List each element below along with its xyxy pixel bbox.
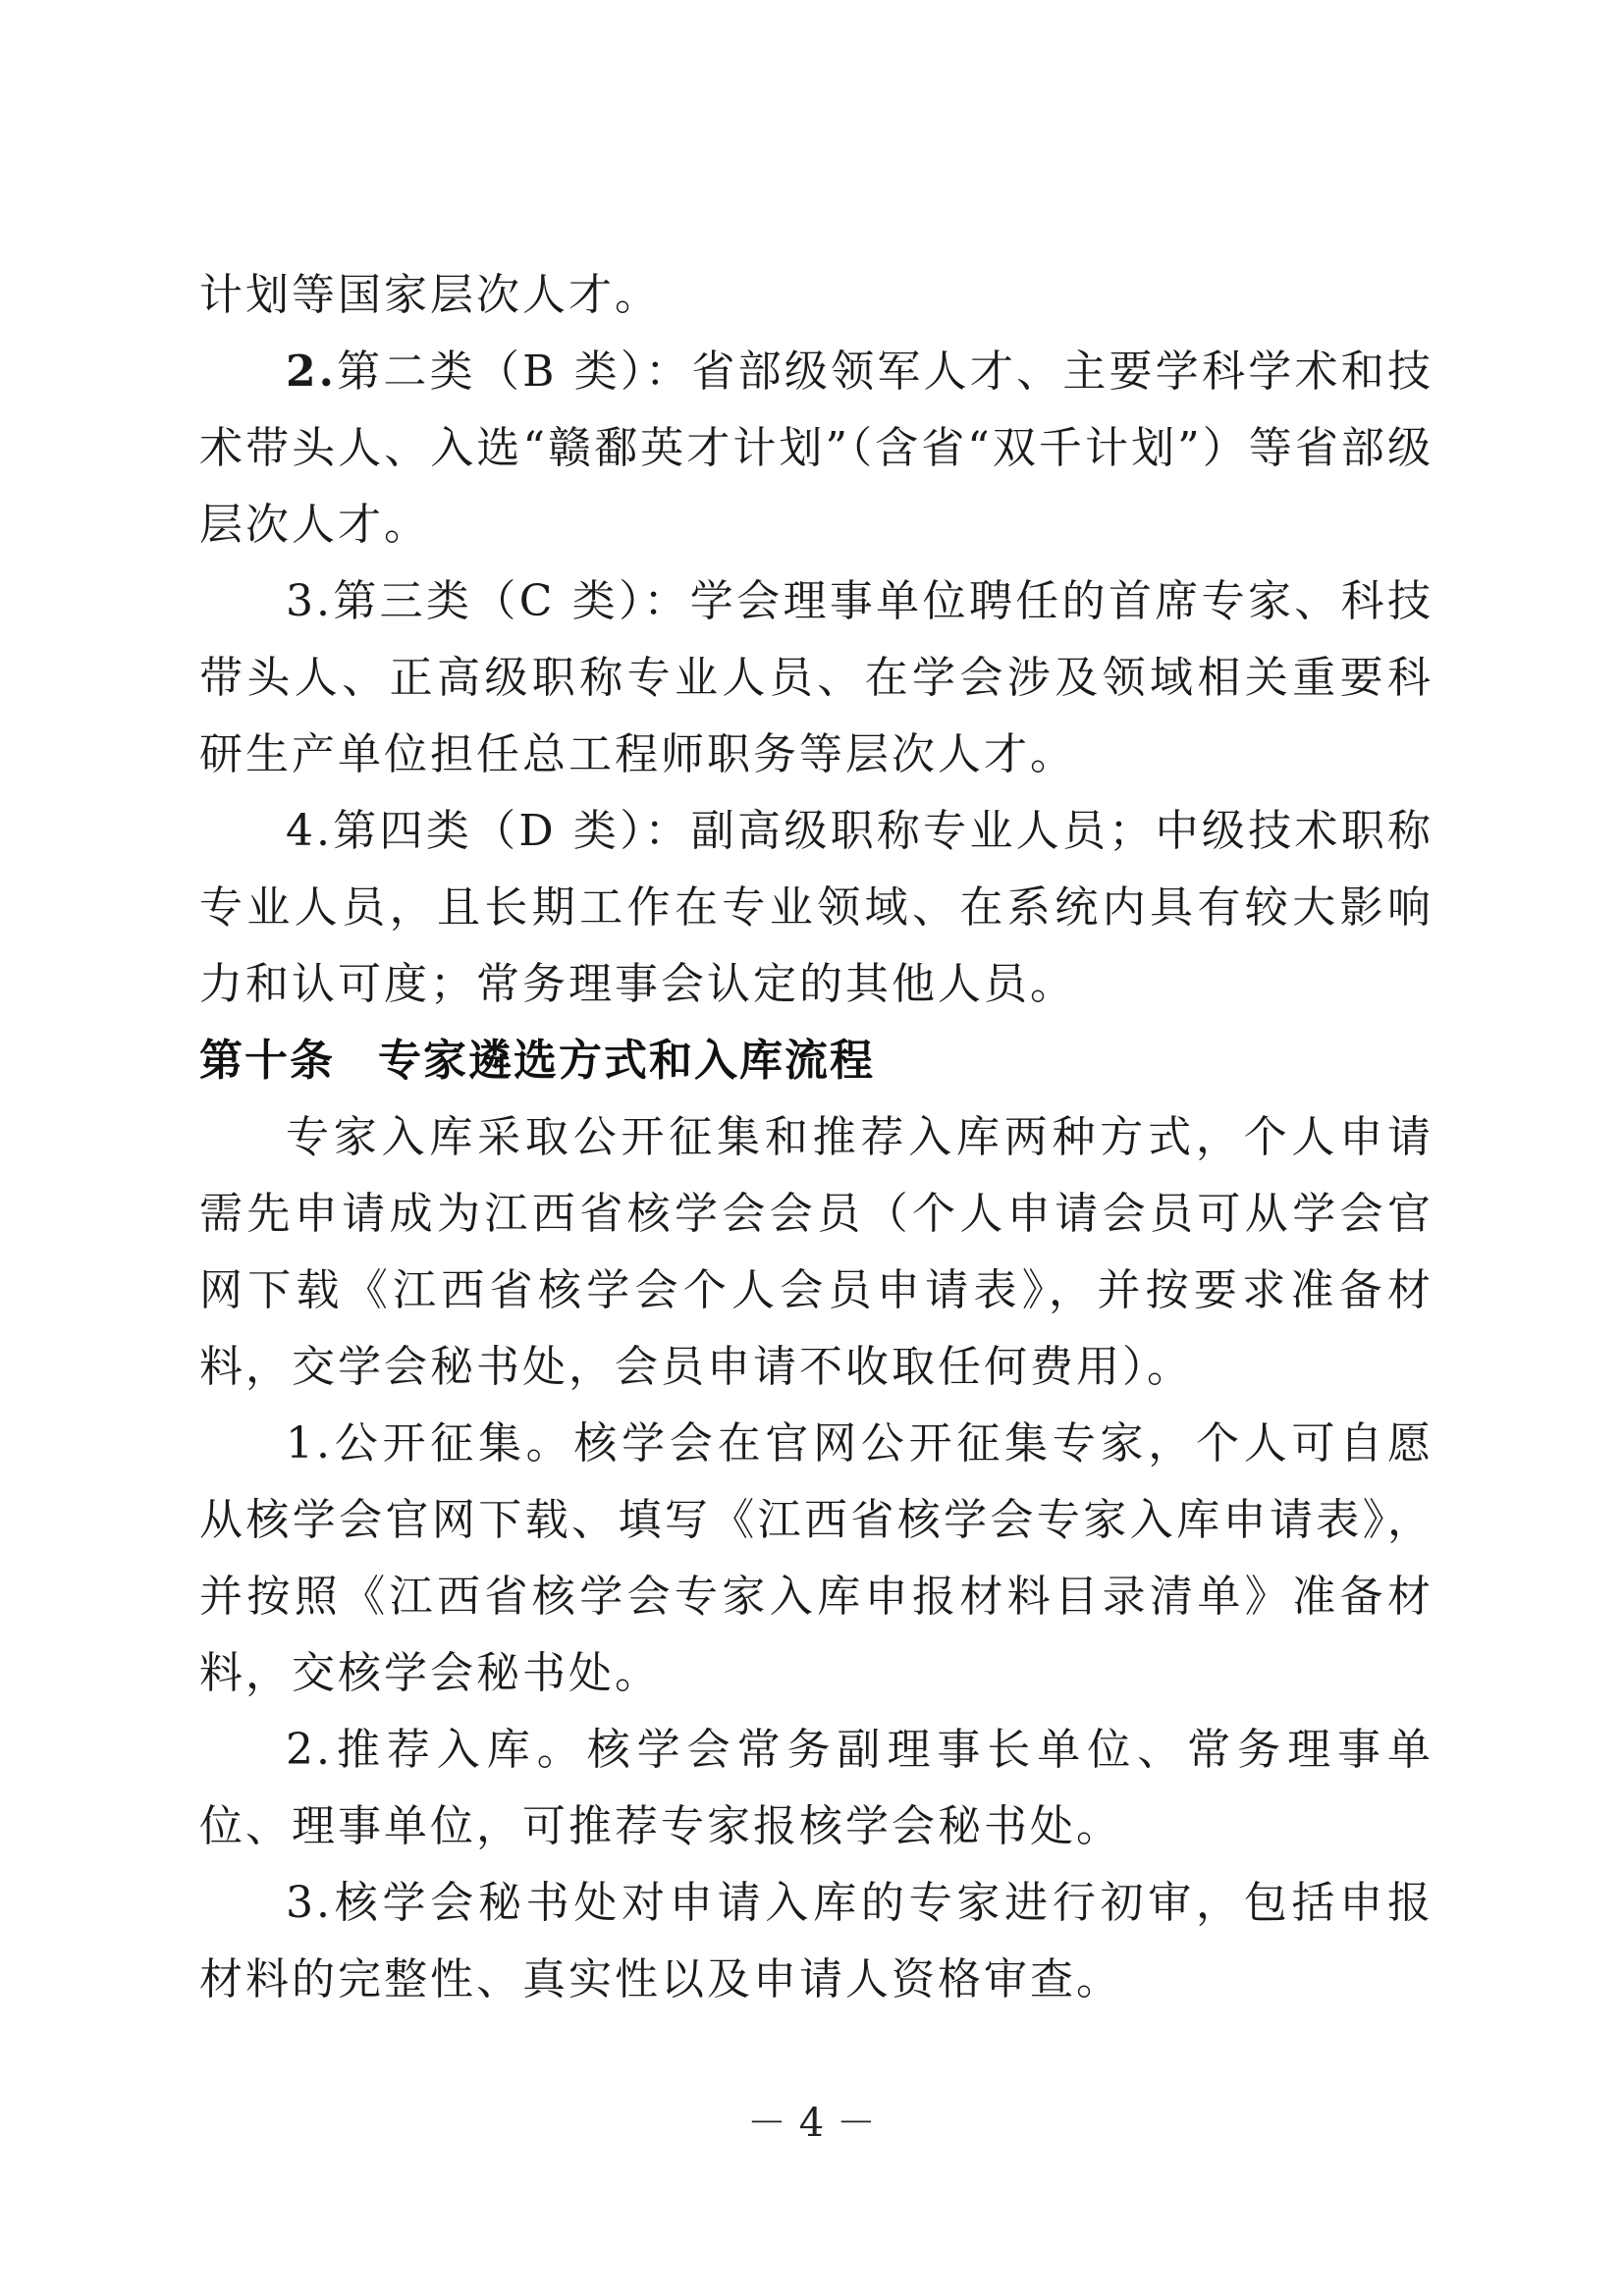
page-number: － 4 － bbox=[747, 2101, 876, 2146]
item-text: 第二类（B 类）：省部级领军人才、主要学科学术和技术带头人、入选“赣鄱英才计划”（含省“双千计划”）等省部级层次人才。 bbox=[199, 347, 1434, 550]
step-number: 1. bbox=[286, 1418, 333, 1468]
category-item-b bbox=[199, 334, 1434, 563]
step-number: 3. bbox=[286, 1878, 333, 1928]
document-body bbox=[199, 257, 1434, 2018]
step-number: 2. bbox=[286, 1725, 333, 1775]
item-number: 4. bbox=[286, 806, 333, 856]
category-item-c bbox=[199, 563, 1434, 793]
item-number: 3. bbox=[286, 576, 333, 626]
step-text: 公开征集。核学会在官网公开征集专家，个人可自愿从核学会官网下载、填写《江西省核学会专家入库申请表》，并按照《江西省核学会专家入库申报材料目录清单》准备材料，交核学会秘书处。 bbox=[199, 1418, 1434, 1698]
item-text: 第四类（D 类）：副高级职称专业人员；中级技术职称专业人员，且长期工作在专业领域、在系统内具有较大影响力和认可度；常务理事会认定的其他人员。 bbox=[199, 806, 1434, 1009]
step-text: 核学会秘书处对申请入库的专家进行初审，包括申报材料的完整性、真实性以及申请人资格审查。 bbox=[199, 1878, 1434, 2004]
step-preliminary-review bbox=[199, 1865, 1434, 2018]
article-intro-paragraph: 专家入库采取公开征集和推荐入库两种方式，个人申请需先申请成为江西省核学会会员（个人申请会员可从学会官网下载《江西省核学会个人会员申请表》，并按要求准备材料，交学会秘书处，会员申请不收取任何费用）。 bbox=[199, 1112, 1434, 1392]
item-text: 第三类（C 类）：学会理事单位聘任的首席专家、科技带头人、正高级职称专业人员、在学会涉及领域相关重要科研生产单位担任总工程师职务等层次人才。 bbox=[199, 576, 1434, 779]
step-recommendation bbox=[199, 1712, 1434, 1865]
step-text: 推荐入库。核学会常务副理事长单位、常务理事单位、理事单位，可推荐专家报核学会秘书处。 bbox=[199, 1725, 1434, 1851]
continuation-line: 计划等国家层次人才。 bbox=[199, 270, 661, 320]
article-heading bbox=[199, 1023, 1434, 1099]
step-public-collection bbox=[199, 1406, 1434, 1712]
article-number: 第十条 bbox=[199, 1036, 335, 1086]
item-number: 2. bbox=[286, 347, 337, 397]
article-title: 专家遴选方式和入库流程 bbox=[378, 1036, 875, 1086]
category-item-d bbox=[199, 793, 1434, 1023]
